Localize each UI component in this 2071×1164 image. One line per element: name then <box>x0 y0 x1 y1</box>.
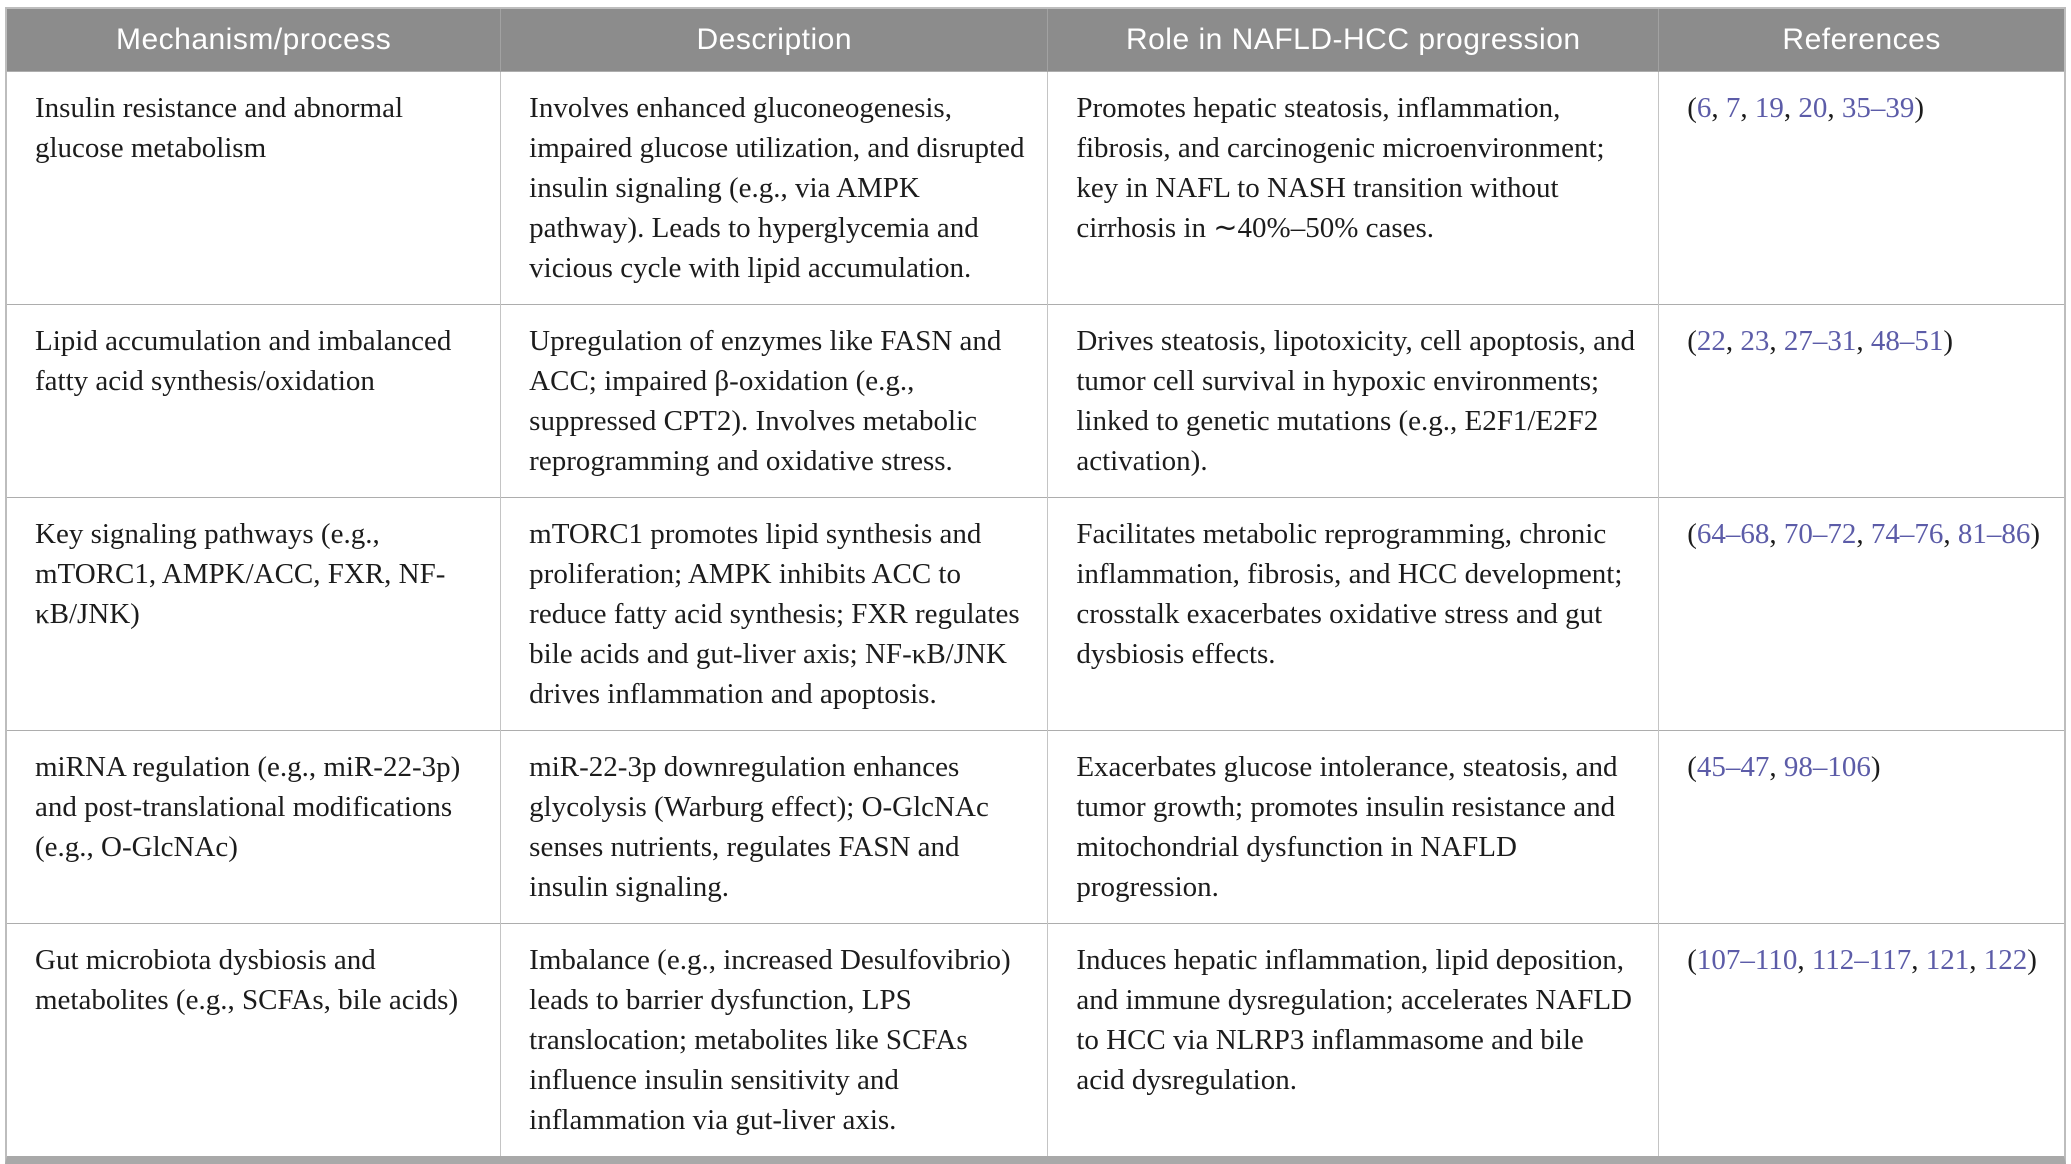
reference-link[interactable]: 20 <box>1798 92 1828 124</box>
col-header-role: Role in NAFLD-HCC progression <box>1048 9 1659 72</box>
reference-link[interactable]: 22 <box>1696 325 1726 357</box>
cell-mechanism: Key signaling pathways (e.g., mTORC1, AMPK/ACC, FXR, NF-κB/JNK) <box>7 498 501 731</box>
table-row <box>7 924 2064 1157</box>
cell-mechanism: Insulin resistance and abnormal glucose metabolism <box>7 72 501 305</box>
cell-description: Involves enhanced gluconeogenesis, impaired glucose utilization, and disrupted insulin signaling (e.g., via AMPK pathway). Leads to hyperglycemia and vicious cycle with lipid accumulation. <box>501 72 1048 305</box>
reference-link[interactable]: 107–110 <box>1696 944 1798 976</box>
col-header-description: Description <box>501 9 1048 72</box>
cell-role: Facilitates metabolic reprogramming, chronic inflammation, fibrosis, and HCC development; crosstalk exacerbates oxidative stress and gut dysbiosis effects. <box>1048 498 1659 731</box>
reference-link[interactable]: 121 <box>1925 944 1970 976</box>
table-frame <box>5 7 2066 1164</box>
col-header-references: References <box>1659 9 2064 72</box>
table-row <box>7 72 2064 305</box>
table-row <box>7 305 2064 498</box>
reference-link[interactable]: 74–76 <box>1870 518 1944 550</box>
cell-role: Induces hepatic inflammation, lipid deposition, and immune dysregulation; accelerates NAFLD to HCC via NLRP3 inflammasome and bile acid dysregulation. <box>1048 924 1659 1157</box>
reference-link[interactable]: 122 <box>1983 944 2028 976</box>
reference-link[interactable]: 27–31 <box>1783 325 1857 357</box>
table-row <box>7 498 2064 731</box>
cell-description: miR-22-3p downregulation enhances glycolysis (Warburg effect); O-GlcNAc senses nutrients, regulates FASN and insulin signaling. <box>501 731 1048 924</box>
reference-link[interactable]: 48–51 <box>1870 325 1944 357</box>
mechanisms-table <box>7 9 2064 1156</box>
reference-link[interactable]: 7 <box>1725 92 1741 124</box>
cell-description: mTORC1 promotes lipid synthesis and proliferation; AMPK inhibits ACC to reduce fatty acid synthesis; FXR regulates bile acids and gut-liver axis; NF-κB/JNK drives inflammation and apoptosis. <box>501 498 1048 731</box>
cell-references: (107–110, 112–117, 121, 122) <box>1659 924 2064 1157</box>
reference-link[interactable]: 45–47 <box>1696 751 1770 783</box>
reference-link[interactable]: 81–86 <box>1957 518 2031 550</box>
cell-references: (64–68, 70–72, 74–76, 81–86) <box>1659 498 2064 731</box>
reference-link[interactable]: 23 <box>1740 325 1770 357</box>
cell-mechanism: miRNA regulation (e.g., miR-22-3p) and post-translational modifications (e.g., O-GlcNAc) <box>7 731 501 924</box>
cell-references: (6, 7, 19, 20, 35–39) <box>1659 72 2064 305</box>
cell-role: Exacerbates glucose intolerance, steatosis, and tumor growth; promotes insulin resistance and mitochondrial dysfunction in NAFLD progression. <box>1048 731 1659 924</box>
cell-role: Promotes hepatic steatosis, inflammation, fibrosis, and carcinogenic microenvironment; key in NAFL to NASH transition without cirrhosis in ∼40%–50% cases. <box>1048 72 1659 305</box>
reference-link[interactable]: 6 <box>1696 92 1712 124</box>
cell-references: (45–47, 98–106) <box>1659 731 2064 924</box>
cell-description: Imbalance (e.g., increased Desulfovibrio) leads to barrier dysfunction, LPS translocation; metabolites like SCFAs influence insulin sensitivity and inflammation via gut-liver axis. <box>501 924 1048 1157</box>
reference-link[interactable]: 98–106 <box>1783 751 1871 783</box>
reference-link[interactable]: 19 <box>1754 92 1784 124</box>
header-row <box>7 9 2064 72</box>
cell-role: Drives steatosis, lipotoxicity, cell apoptosis, and tumor cell survival in hypoxic environments; linked to genetic mutations (e.g., E2F1/E2F2 activation). <box>1048 305 1659 498</box>
reference-link[interactable]: 70–72 <box>1783 518 1857 550</box>
cell-mechanism: Lipid accumulation and imbalanced fatty acid synthesis/oxidation <box>7 305 501 498</box>
col-header-mechanism: Mechanism/process <box>7 9 501 72</box>
reference-link[interactable]: 35–39 <box>1841 92 1915 124</box>
reference-link[interactable]: 64–68 <box>1696 518 1770 550</box>
cell-references: (22, 23, 27–31, 48–51) <box>1659 305 2064 498</box>
table-row <box>7 731 2064 924</box>
cell-description: Upregulation of enzymes like FASN and ACC; impaired β-oxidation (e.g., suppressed CPT2). Involves metabolic reprogramming and oxidative stress. <box>501 305 1048 498</box>
reference-link[interactable]: 112–117 <box>1811 944 1912 976</box>
cell-mechanism: Gut microbiota dysbiosis and metabolites (e.g., SCFAs, bile acids) <box>7 924 501 1157</box>
